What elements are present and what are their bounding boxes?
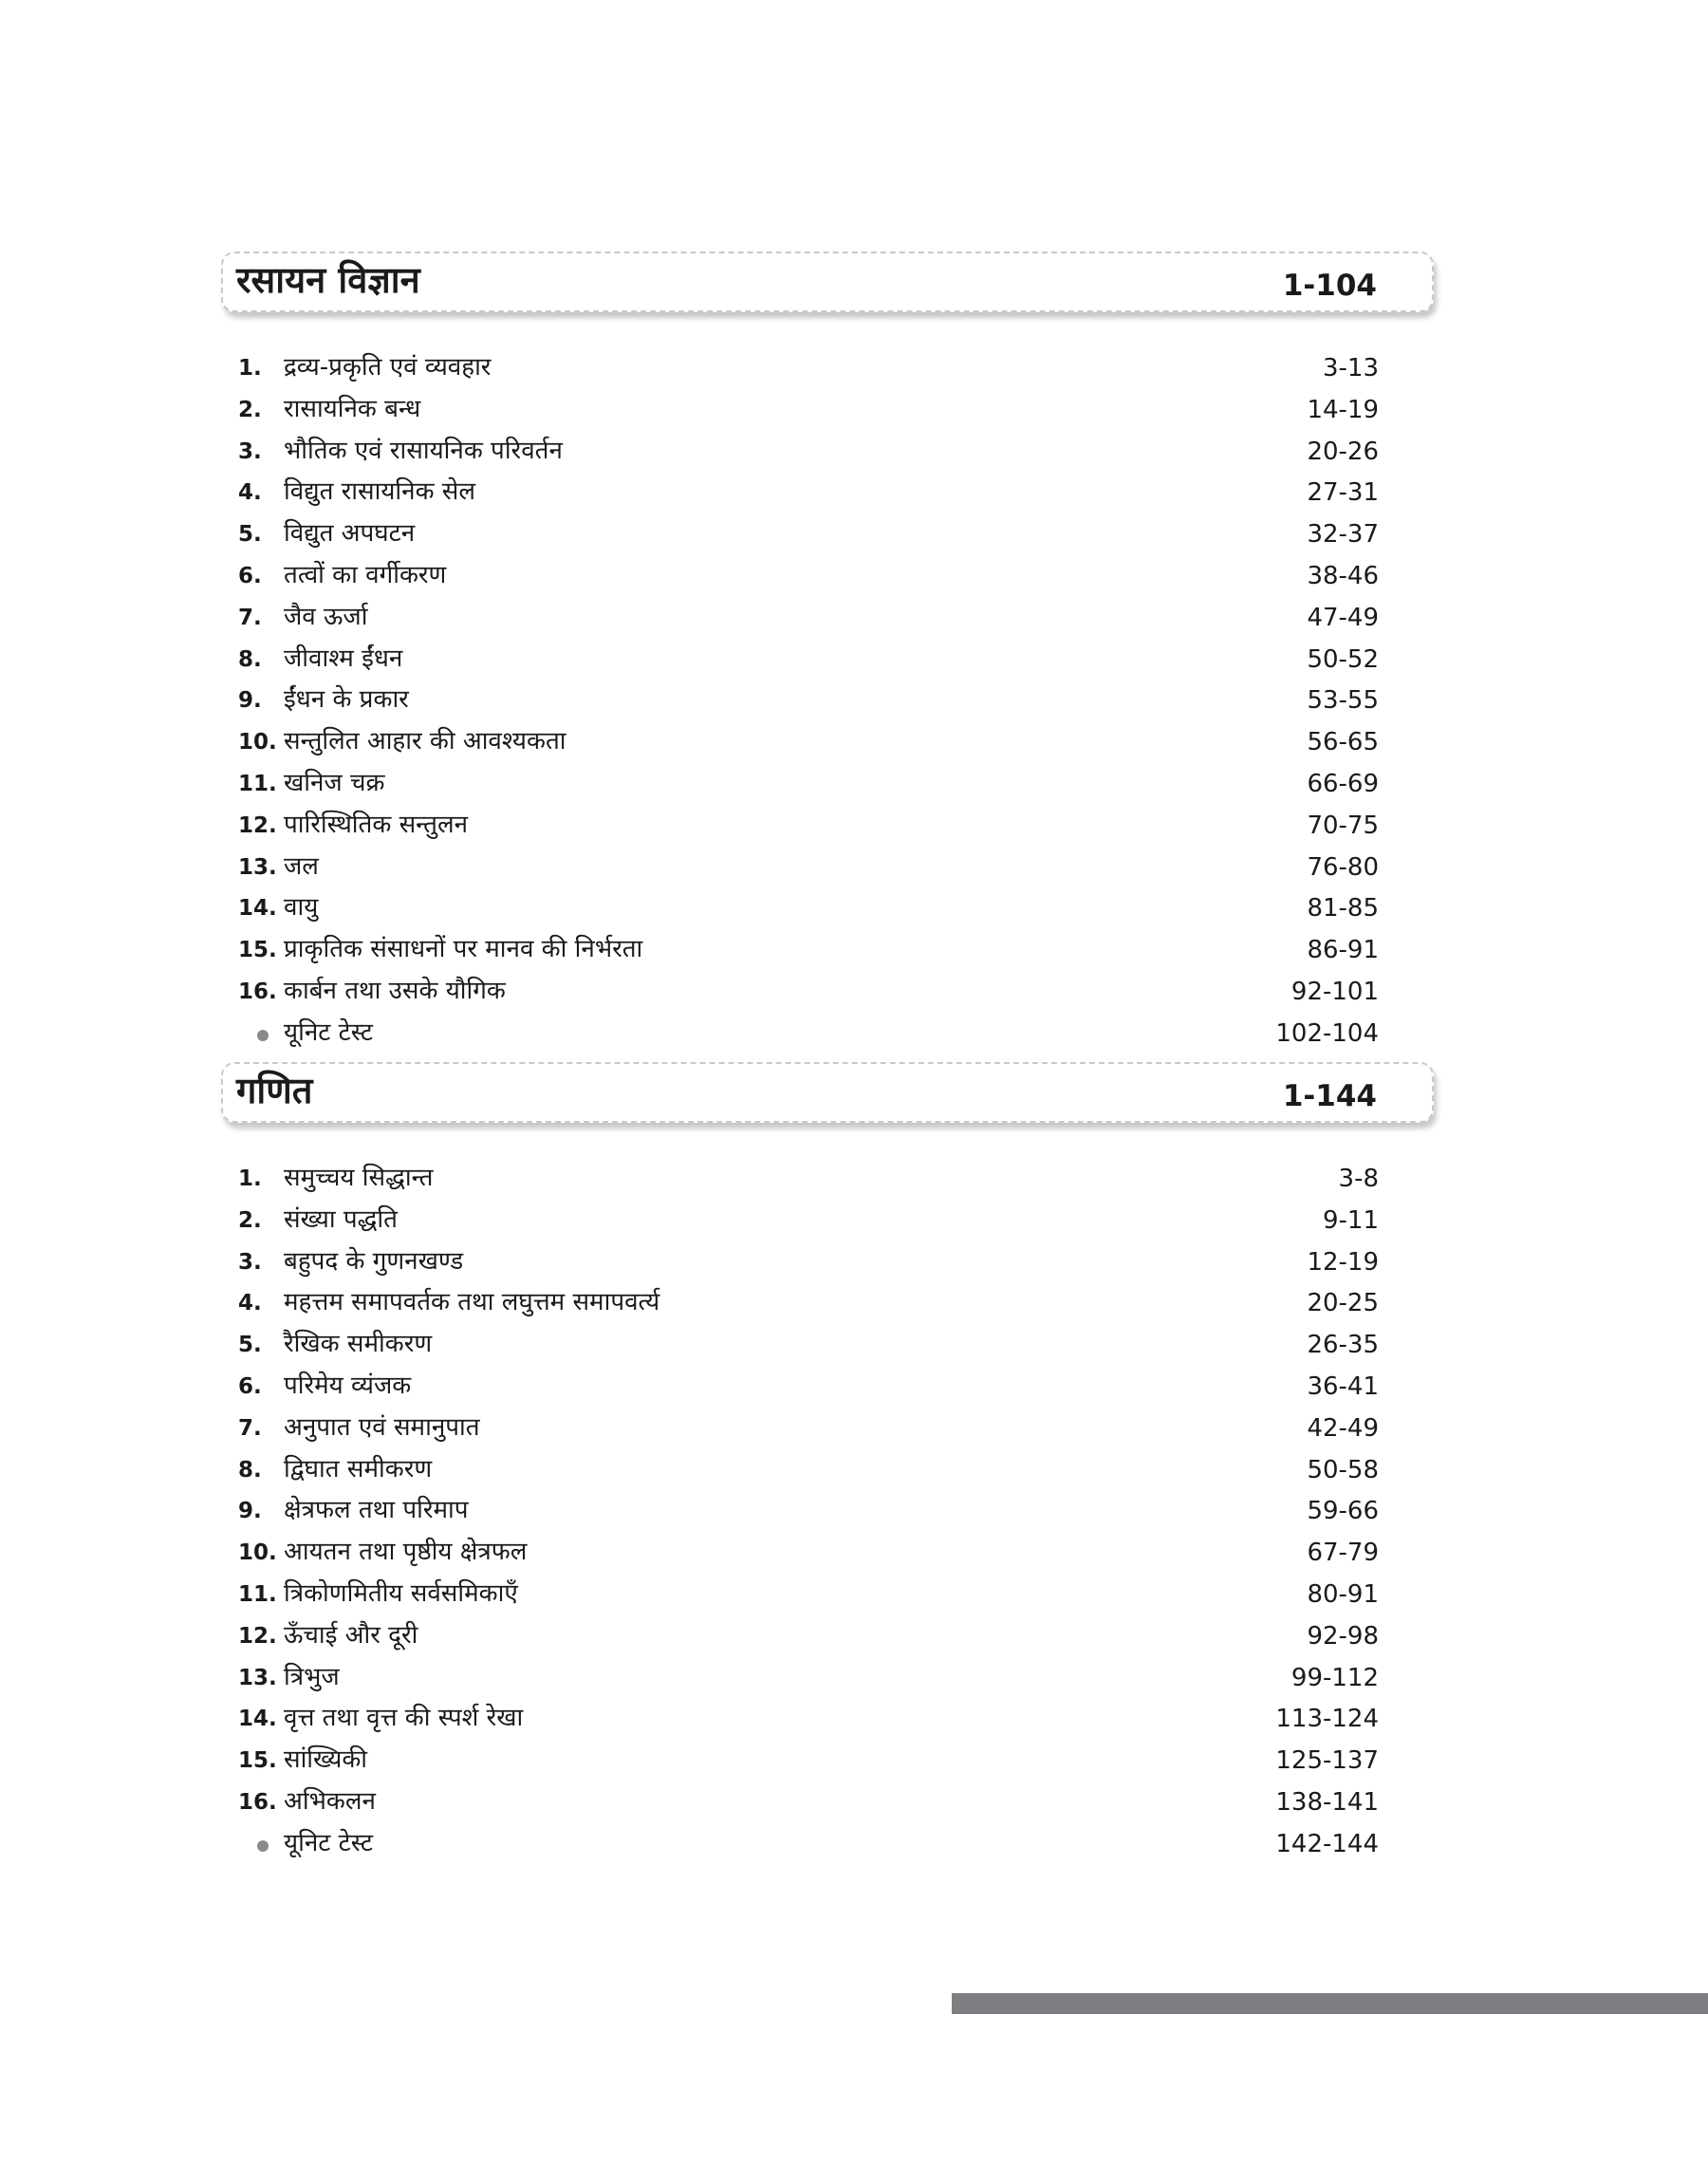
toc-item-pages: 67-79 (1307, 1539, 1379, 1568)
section-chemistry (221, 252, 1434, 1055)
toc-item-title: जल (284, 851, 319, 881)
toc-item-pages: 142-144 (1275, 1829, 1379, 1858)
toc-item-title: आयतन तथा पृष्ठीय क्षेत्रफल (284, 1538, 528, 1567)
toc-item-number: 3. (238, 1249, 262, 1275)
toc-item (221, 514, 1434, 556)
toc-item-title: अभिकलन (284, 1786, 376, 1816)
toc-item-pages: 92-98 (1307, 1621, 1379, 1651)
toc-item (221, 1450, 1434, 1492)
toc-item (221, 848, 1434, 889)
toc-item-title: प्राकृतिक संसाधनों पर मानव की निर्भरता (284, 935, 643, 964)
toc-item (221, 1325, 1434, 1367)
toc-item-title: अनुपात एवं समानुपात (284, 1412, 480, 1442)
toc-item (221, 1533, 1434, 1575)
toc-item-pages: 9-11 (1322, 1205, 1379, 1235)
footer-bar (952, 1993, 1708, 2014)
toc-item-title: जैव ऊर्जा (284, 602, 368, 631)
toc-item-number: 11. (238, 1581, 277, 1607)
toc-item-pages: 86-91 (1307, 936, 1379, 965)
section-title: गणित (236, 1070, 313, 1111)
toc-item-title: सांख्यिकी (284, 1745, 368, 1775)
toc-item (221, 806, 1434, 848)
section-title: रसायन विज्ञान (236, 259, 420, 301)
toc-item-pages: 50-52 (1307, 644, 1379, 674)
toc-item-pages: 20-26 (1307, 437, 1379, 466)
toc-item (221, 1242, 1434, 1284)
toc-item-title: समुच्चय सिद्धान्त (284, 1164, 434, 1192)
toc-item-pages: 47-49 (1307, 603, 1379, 632)
toc-item (221, 972, 1434, 1014)
toc-item-number: 2. (238, 397, 262, 422)
toc-item-title: महत्तम समापवर्तक तथा लघुत्तम समापवर्त्य (284, 1288, 660, 1317)
toc-item-number: 15. (238, 1748, 277, 1774)
toc-item-number: 9. (238, 688, 262, 714)
toc-item-title: वृत्त तथा वृत्त की स्पर्श रेखा (284, 1704, 524, 1733)
toc-item (221, 1616, 1434, 1658)
toc-item-pages: 138-141 (1275, 1787, 1379, 1817)
toc-item-title: जीवाश्म ईंधन (284, 644, 403, 673)
toc-item-pages: 113-124 (1275, 1705, 1379, 1734)
toc-item-title: त्रिकोणमितीय सर्वसमिकाएँ (284, 1578, 518, 1608)
toc-item-number: 14. (238, 896, 277, 922)
toc-item-pages: 38-46 (1307, 561, 1379, 590)
toc-item (221, 1575, 1434, 1616)
toc-item-title: रैखिक समीकरण (284, 1330, 433, 1359)
toc-item (221, 930, 1434, 972)
toc-item-number: 1. (238, 356, 262, 381)
toc-item (221, 1283, 1434, 1325)
toc-item (221, 1159, 1434, 1201)
toc-item (221, 556, 1434, 598)
toc-item-title: परिमेय व्यंजक (284, 1371, 412, 1400)
bullet-icon (257, 1840, 269, 1852)
toc-item-number: 5. (238, 1333, 262, 1358)
toc-item-title: विद्युत अपघटन (284, 519, 416, 549)
section-page-range: 1-104 (1282, 269, 1377, 303)
toc-item-number: 10. (238, 1540, 277, 1566)
toc-item (221, 1782, 1434, 1824)
toc-item-pages: 27-31 (1307, 478, 1379, 508)
toc-item (221, 1014, 1434, 1055)
toc-item-pages: 70-75 (1307, 811, 1379, 840)
toc-item-title: ऊँचाई और दूरी (284, 1620, 418, 1650)
toc-item-pages: 3-8 (1338, 1165, 1379, 1193)
toc-item (221, 681, 1434, 722)
toc-item-number: 14. (238, 1707, 277, 1732)
toc-item-number: 6. (238, 563, 262, 588)
toc-item-title: रासायनिक बन्ध (284, 394, 421, 423)
toc-item-title: संख्या पद्धति (284, 1204, 398, 1234)
section-mathematics (221, 1062, 1434, 1866)
toc-item-number: 6. (238, 1373, 262, 1399)
section-page-range: 1-144 (1282, 1079, 1377, 1113)
toc-item-title: वायु (284, 893, 319, 923)
toc-item-number: 4. (238, 480, 262, 506)
toc-item (221, 1201, 1434, 1242)
toc-item-title: विद्युत रासायनिक सेल (284, 477, 476, 507)
toc-item-pages: 50-58 (1307, 1455, 1379, 1484)
toc-item-number: 15. (238, 938, 277, 963)
toc-item-pages: 14-19 (1307, 395, 1379, 424)
toc-item-pages: 125-137 (1275, 1746, 1379, 1776)
toc-item-number: 4. (238, 1291, 262, 1316)
toc-item-pages: 56-65 (1307, 728, 1379, 757)
toc-item (221, 640, 1434, 681)
bullet-icon (257, 1030, 269, 1041)
toc-item (221, 1741, 1434, 1782)
toc-item (221, 1824, 1434, 1866)
toc-item-pages: 20-25 (1307, 1289, 1379, 1318)
toc-item-number: 8. (238, 1457, 262, 1483)
toc-item-pages: 53-55 (1307, 686, 1379, 716)
toc-item-title: द्विघात समीकरण (284, 1454, 433, 1483)
toc-list (221, 1159, 1434, 1866)
toc-item-title: यूनिट टेस्ट (284, 1828, 373, 1857)
toc-item-title: क्षेत्रफल तथा परिमाप (284, 1496, 469, 1525)
toc-item-pages: 12-19 (1307, 1247, 1379, 1277)
toc-item-title: द्रव्य-प्रकृति एवं व्यवहार (284, 353, 492, 382)
toc-item-pages: 92-101 (1290, 977, 1379, 1006)
toc-item-number: 16. (238, 1789, 277, 1815)
toc-item (221, 598, 1434, 640)
toc-item-number: 3. (238, 438, 262, 464)
toc-item-title: पारिस्थितिक सन्तुलन (284, 810, 469, 839)
toc-item-pages: 3-13 (1322, 354, 1379, 382)
toc-item-title: खनिज चक्र (284, 768, 385, 797)
toc-item-title: त्रिभुज (284, 1662, 340, 1691)
toc-item-number: 9. (238, 1499, 262, 1524)
toc-item-number: 12. (238, 1623, 277, 1649)
toc-item (221, 1658, 1434, 1700)
toc-item-number: 1. (238, 1166, 262, 1191)
toc-item-number: 8. (238, 646, 262, 672)
toc-item-pages: 81-85 (1307, 894, 1379, 924)
toc-item (221, 1699, 1434, 1741)
toc-item (221, 473, 1434, 514)
section-header (221, 252, 1434, 312)
section-header (221, 1062, 1434, 1123)
toc-item-pages: 102-104 (1275, 1018, 1379, 1048)
toc-item-number: 12. (238, 812, 277, 838)
toc-item-pages: 80-91 (1307, 1579, 1379, 1609)
toc-item-title: सन्तुलित आहार की आवश्यकता (284, 727, 566, 756)
toc-item-pages: 59-66 (1307, 1497, 1379, 1526)
toc-item-pages: 76-80 (1307, 852, 1379, 882)
toc-item-pages: 42-49 (1307, 1413, 1379, 1443)
toc-item-pages: 99-112 (1290, 1663, 1379, 1692)
toc-item-number: 11. (238, 771, 277, 796)
toc-item-number: 2. (238, 1207, 262, 1233)
toc-item (221, 1491, 1434, 1533)
toc-item-title: ईंधन के प्रकार (284, 685, 409, 715)
toc-item-number: 5. (238, 522, 262, 548)
toc-list (221, 348, 1434, 1055)
toc-item-title: बहुपद के गुणनखण्ड (284, 1246, 464, 1276)
toc-item (221, 348, 1434, 390)
toc-item (221, 390, 1434, 432)
toc-item-number: 13. (238, 1665, 277, 1690)
toc-item-title: भौतिक एवं रासायनिक परिवर्तन (284, 436, 563, 465)
toc-item (221, 1409, 1434, 1450)
toc-item-pages: 36-41 (1307, 1371, 1379, 1401)
toc-item (221, 722, 1434, 764)
toc-item (221, 888, 1434, 930)
toc-item-title: कार्बन तथा उसके यौगिक (284, 976, 506, 1005)
toc-item-title: यूनिट टेस्ट (284, 1017, 373, 1047)
toc-item (221, 432, 1434, 474)
toc-item-number: 10. (238, 730, 277, 756)
toc-item (221, 764, 1434, 806)
toc-item-pages: 66-69 (1307, 769, 1379, 798)
toc-item-number: 7. (238, 1415, 262, 1441)
toc-item-title: तत्वों का वर्गीकरण (284, 560, 447, 589)
toc-item-pages: 32-37 (1307, 520, 1379, 550)
toc-item-number: 16. (238, 979, 277, 1004)
toc-item-number: 13. (238, 854, 277, 880)
toc-item-pages: 26-35 (1307, 1331, 1379, 1360)
toc-item-number: 7. (238, 605, 262, 630)
toc-item (221, 1367, 1434, 1409)
